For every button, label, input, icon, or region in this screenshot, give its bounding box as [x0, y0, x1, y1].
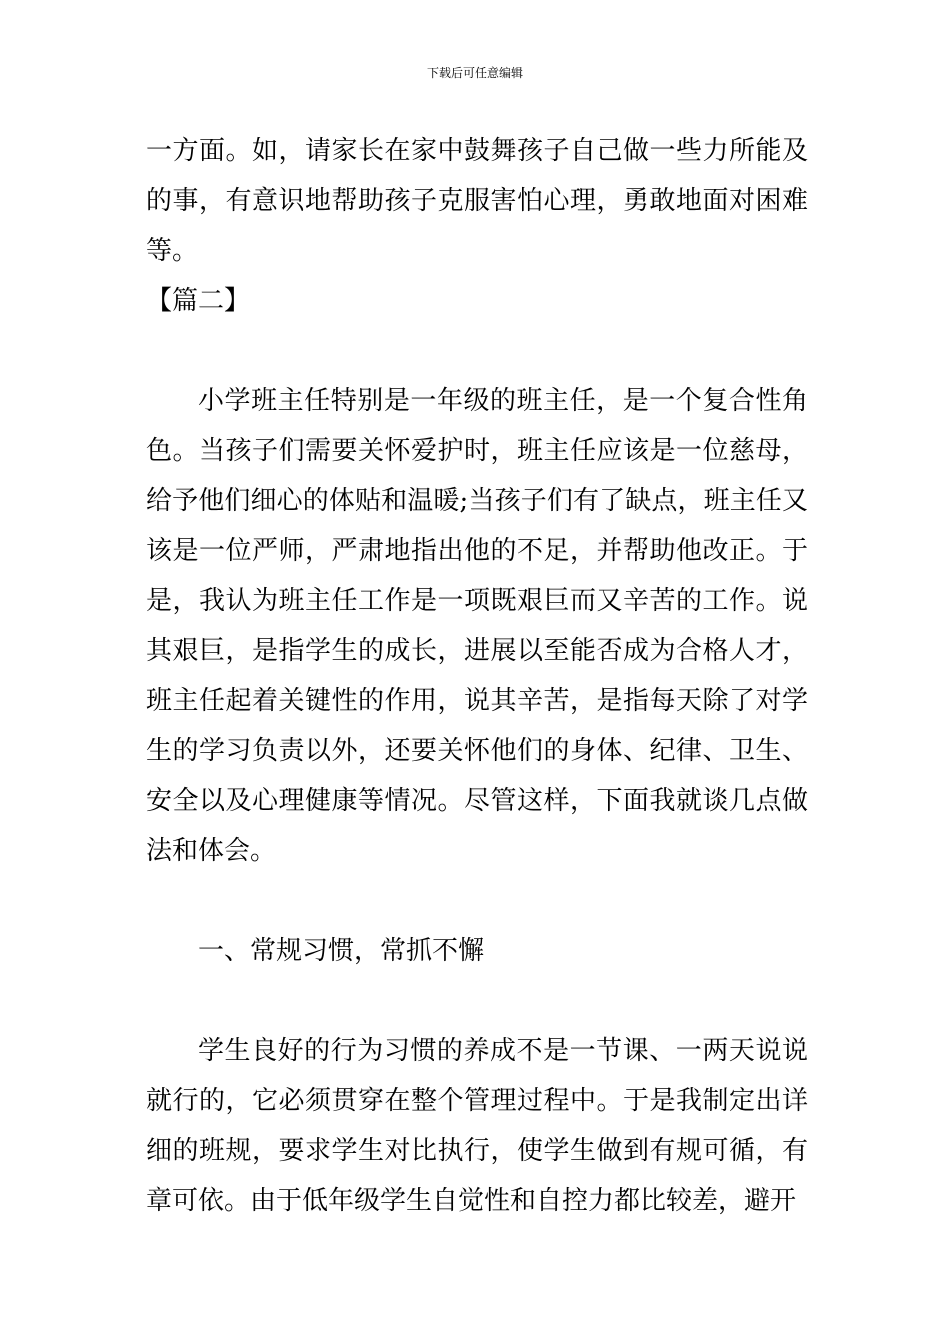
page-header: 下载后可任意编辑 — [426, 66, 523, 80]
paragraph-gap — [146, 976, 808, 1026]
paragraph-continuation: 一方面。如，请家长在家中鼓舞孩子自己做一些力所能及的事，有意识地帮助孩子克服害怕心理，勇敢地面对困难等。 — [146, 136, 808, 266]
paragraph-gap — [146, 876, 808, 926]
subheading-routine-habits: 一、常规习惯，常抓不懈 — [198, 936, 485, 966]
paragraph-habits: 学生良好的行为习惯的养成不是一节课、一两天说说就行的，它必须贯穿在整个管理过程中。于是我制定出详细的班规，要求学生对比执行，使学生做到有规可循，有章可依。由于低年级学生自觉性和自控力都比较差，避开 — [146, 1036, 808, 1216]
paragraph-gap — [146, 326, 808, 376]
paragraph-intro: 小学班主任特别是一年级的班主任，是一个复合性角色。当孩子们需要关怀爱护时，班主任应该是一位慈母，给予他们细心的体贴和温暖;当孩子们有了缺点，班主任又该是一位严师，严肃地指出他的不足，并帮助他改正。于是，我认为班主任工作是一项既艰巨而又辛苦的工作。说其艰巨，是指学生的成长，进展以至能否成为合格人才，班主任起着关键性的作用，说其辛苦，是指每天除了对学生的学习负责以外，还要关怀他们的身体、纪律、卫生、安全以及心理健康等情况。尽管这样，下面我就谈几点做法和体会。 — [146, 386, 808, 866]
document-body — [146, 126, 808, 1226]
section-title: 【篇二】 — [146, 286, 251, 316]
